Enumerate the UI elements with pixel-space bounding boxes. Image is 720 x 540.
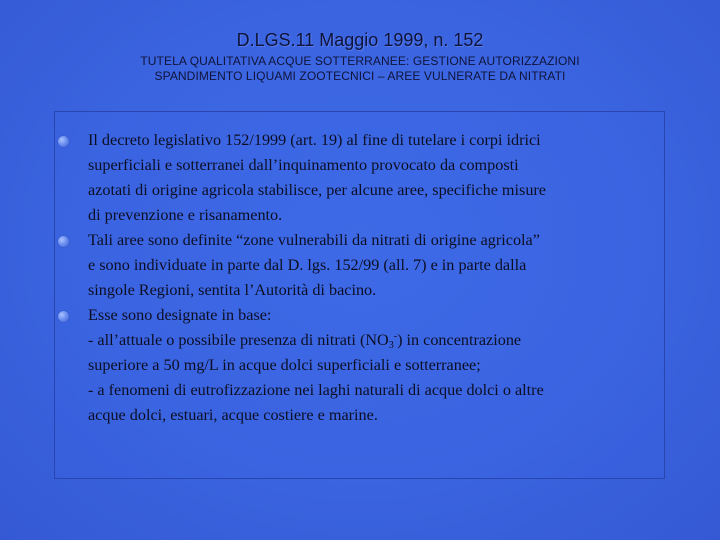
bullet-line: e sono individuate in parte dal D. lgs. 152/99 (all. 7) e in parte dalla [88,256,527,274]
nitrate-subscript: 3 [388,340,394,351]
sub-item [58,328,658,378]
bullet-item [58,128,658,228]
bullet-item [58,228,658,303]
sub-item-line: - a fenomeni di eutrofizzazione nei laghi naturali di acque dolci o altre [88,381,544,399]
bullet-line: Il decreto legislativo 152/1999 (art. 19) al fine di tutelare i corpi idrici [88,131,541,149]
subtitle-line-1: TUTELA QUALITATIVA ACQUE SOTTERRANEE: GESTIONE AUTORIZZAZIONI [140,54,580,68]
bullet-dot-icon [58,136,69,147]
sub-item-text: ) in concentrazione [397,331,522,349]
subtitle-line-2: SPANDIMENTO LIQUAMI ZOOTECNICI – AREE VULNERATE DA NITRATI [154,69,566,83]
sub-item-line: superiore a 50 mg/L in acque dolci superficiali e sotterranee; [88,356,481,374]
bullet-line: Tali aree sono definite “zone vulnerabili da nitrati di origine agricola” [88,231,540,249]
bullet-dot-icon [58,311,69,322]
bullet-line: superficiali e sotterranei dall’inquinamento provocato da composti [88,156,519,174]
bullet-dot-icon [58,236,69,247]
sub-item-line: acque dolci, estuari, acque costiere e marine. [88,406,378,424]
bullet-line: di prevenzione e risanamento. [88,206,283,224]
slide-subtitle [90,54,630,84]
sub-item-line [88,328,658,353]
sub-item [58,378,658,428]
bullet-line: Esse sono designate in base: [88,306,272,324]
bullet-item [58,303,658,328]
bullet-line: azotati di origine agricola stabilisce, per alcune aree, specifiche misure [88,181,546,199]
slide-title: D.LGS.11 Maggio 1999, n. 152 [236,30,484,50]
nitrate-superscript: - [393,331,398,342]
sub-item-text: - all’attuale o possibile presenza di nitrati (NO [88,331,389,349]
bullet-line: singole Regioni, sentita l’Autorità di bacino. [88,281,377,299]
body-text [58,128,658,428]
